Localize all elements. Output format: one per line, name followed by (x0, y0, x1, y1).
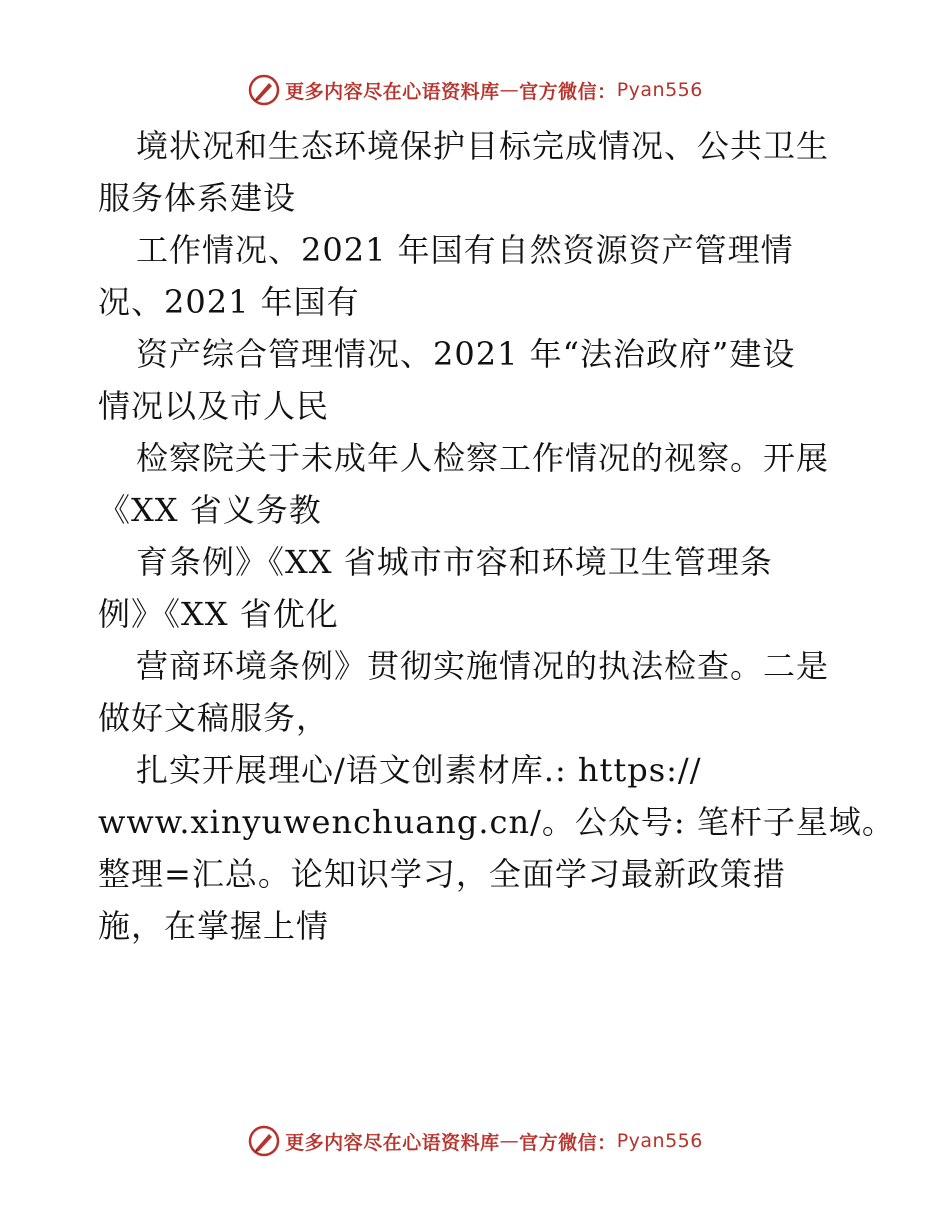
pen-logo-icon (247, 73, 281, 107)
body-line: 资产综合管理情况、2021 年“法治政府”建设 (136, 335, 796, 373)
footer-brand-text: 更多内容尽在心语资料库 (285, 1131, 500, 1154)
footer-banner (0, 1121, 950, 1161)
body-line: 检察院关于未成年人检察工作情况的视察。开展 (136, 439, 830, 477)
body-line: 服务体系建设 (98, 179, 297, 217)
body-line: 整理=汇总。论知识学习，全面学习最新政策措 (98, 855, 786, 893)
footer-official-label: 官方微信： (519, 1131, 617, 1154)
body-line: 《XX 省义务教 (98, 491, 322, 529)
body-line: 情况以及市人民 (98, 387, 330, 425)
document-body (98, 120, 895, 952)
body-line: 施，在掌握上情 (98, 907, 330, 945)
body-line: 做好文稿服务， (98, 699, 330, 737)
body-line: www.xinyuwenchuang.cn/。公众号: 笔杆子星域。 (98, 803, 895, 841)
header-separator: — (499, 79, 520, 101)
footer-separator: — (499, 1130, 520, 1152)
body-line: 境状况和生态环境保护目标完成情况、公共卫生 (136, 127, 830, 165)
pen-logo-icon (247, 1124, 281, 1158)
header-wechat-id: Pyan556 (616, 79, 703, 101)
body-line: 例》《XX 省优化 (98, 595, 339, 633)
footer-wechat-id: Pyan556 (616, 1130, 703, 1152)
header-brand-text: 更多内容尽在心语资料库 (285, 80, 500, 103)
header-official-label: 官方微信： (519, 80, 617, 103)
body-line: 育条例》《XX 省城市市容和环境卫生管理条 (136, 543, 773, 581)
body-line: 扎实开展理心/语文创素材库.: https:// (136, 751, 702, 789)
header-banner (0, 70, 950, 110)
body-line: 工作情况、2021 年国有自然资源资产管理情 (136, 231, 794, 269)
body-line: 况、2021 年国有 (98, 283, 360, 321)
body-line: 营商环境条例》贯彻实施情况的执法检查。二是 (136, 647, 830, 685)
